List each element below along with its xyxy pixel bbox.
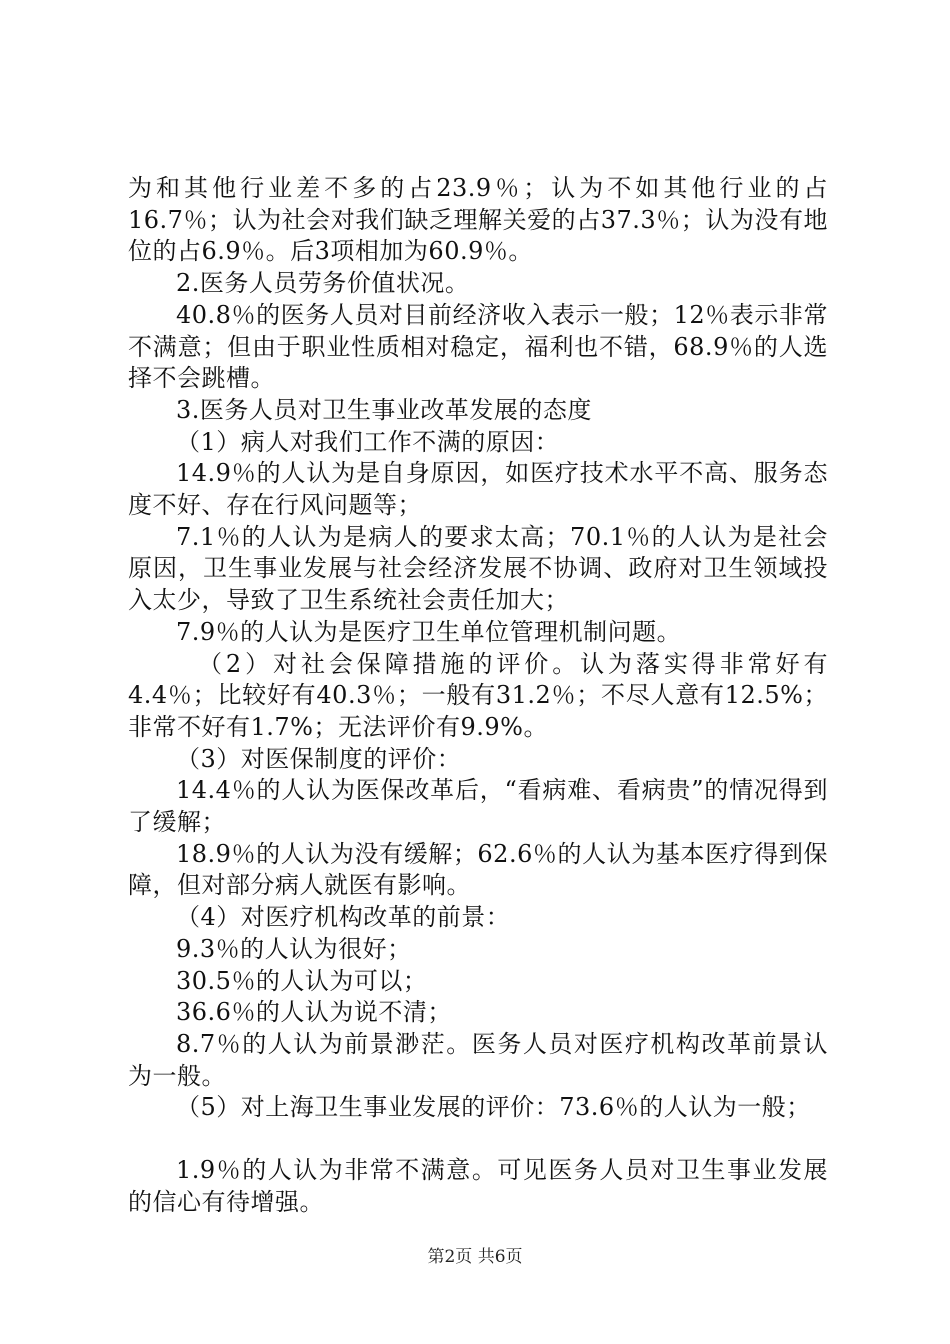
page-footer: 第2页 共6页: [427, 1247, 523, 1267]
paragraph: 40.8％的医务人员对目前经济收入表示一般；12％表示非常不满意；但由于职业性质相对稳定，福利也不错，68.9％的人选择不会跳槽。: [128, 300, 828, 393]
paragraph: 1.9％的人认为非常不满意。可见医务人员对卫生事业发展的信心有待增强。: [128, 1156, 828, 1216]
paragraph: 14.4％的人认为医保改革后，“看病难、看病贵”的情况得到了缓解；: [128, 776, 828, 837]
subsection-heading-2: （2）对社会保障措施的评价。认为落实得非常好有4.4％；比较好有40.3％；一般有31.2％；不尽人意有12.5%；非常不好有1.7%；无法评价有9.9%。: [128, 649, 828, 741]
paragraph: 18.9％的人认为没有缓解；62.6％的人认为基本医疗得到保障，但对部分病人就医有影响。: [128, 839, 828, 900]
subsection-heading-3: （3）对医保制度的评价：: [176, 744, 462, 773]
paragraph: 30.5％的人认为可以；: [176, 966, 428, 995]
subsection-heading-4: （4）对医疗机构改革的前景：: [176, 903, 511, 932]
paragraph: 7.9％的人认为是医疗卫生单位管理机制问题。: [176, 617, 682, 646]
paragraph-continuation: 为和其他行业差不多的占23.9％；认为不如其他行业的占16.7％；认为社会对我们缺乏理解关爱的占37.3％；认为没有地位的占6.9％。后3项相加为60.9％。: [128, 174, 828, 266]
document-body: [128, 173, 828, 1219]
paragraph: 8.7％的人认为前景渺茫。医务人员对医疗机构改革前景认为一般。: [128, 1029, 828, 1090]
paragraph: 14.9％的人认为是自身原因，如医疗技术水平不高、服务态度不好、存在行风问题等；: [128, 459, 828, 520]
subsection-heading-5: （5）对上海卫生事业发展的评价：73.6％的人认为一般；: [176, 1093, 811, 1122]
section-heading-2: 2.医务人员劳务价值状况。: [176, 269, 470, 298]
paragraph: 9.3％的人认为很好；: [176, 934, 412, 963]
paragraph: 36.6％的人认为说不清；: [176, 998, 452, 1027]
section-heading-3: 3.医务人员对卫生事业改革发展的态度: [176, 395, 592, 424]
paragraph: 7.1％的人认为是病人的要求太高；70.1％的人认为是社会原因，卫生事业发展与社会经济发展不协调、政府对卫生领域投入太少，导致了卫生系统社会责任加大；: [128, 522, 828, 615]
blank-line: [128, 1124, 828, 1155]
subsection-heading-1: （1）病人对我们工作不满的原因：: [176, 427, 560, 456]
